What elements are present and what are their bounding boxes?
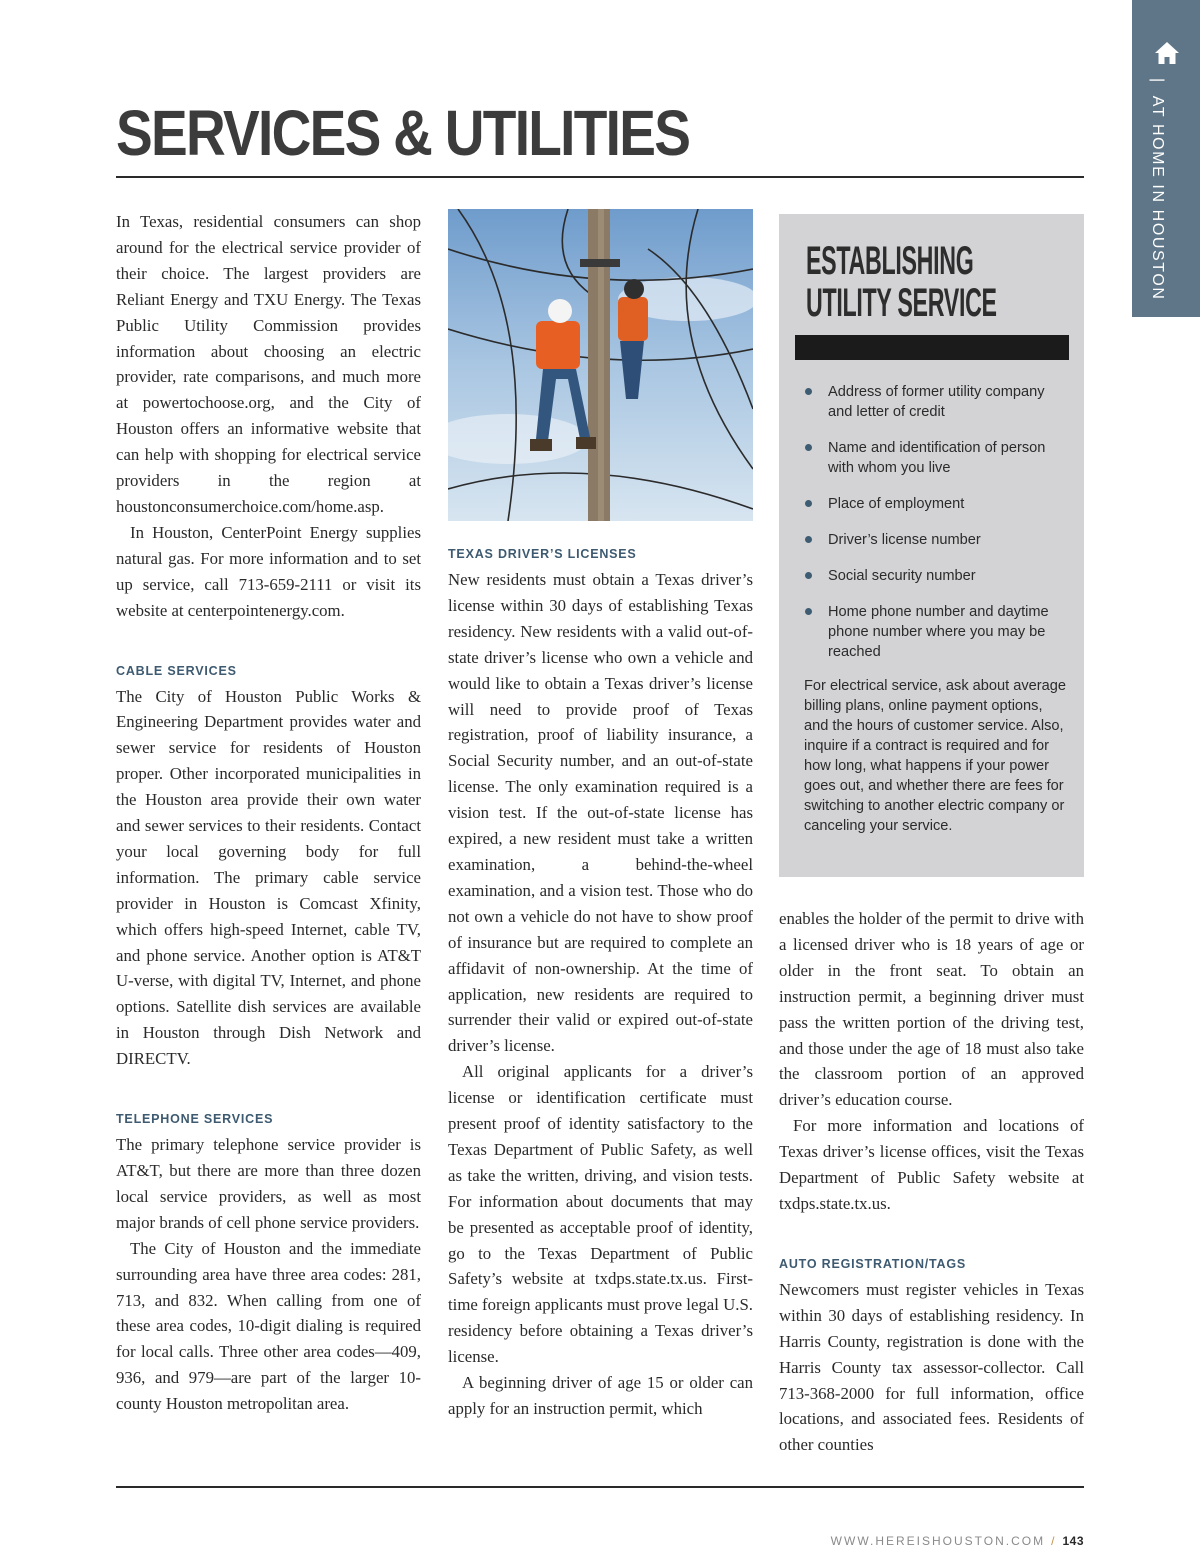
auto-registration-heading: AUTO REGISTRATION/TAGS	[779, 1256, 967, 1271]
list-item: Social security number	[803, 566, 1063, 586]
bullet-icon	[805, 536, 812, 543]
list-item: Place of employment	[803, 494, 1063, 514]
dps-info-paragraph: For more information and locations of Texas driver’s license offices, visit the Texas Department of Public Safety website at txdps.state.tx.us.	[779, 1116, 1084, 1213]
list-item: Driver’s license number	[803, 530, 1063, 550]
page-number: 143	[1062, 1534, 1084, 1548]
utility-service-sidebar	[779, 214, 1084, 877]
sidebar-note: For electrical service, ask about average billing plans, online payment options, and the hours of customer service. Also, inquire if a contract is required and for how long, what happens if your power goes out, and whether there are fees for switching to another electric company or canceling your service.	[804, 678, 1066, 834]
drivers-license-paragraph-2: All original applicants for a driver’s license or identification certificate must present proof of identity satisfactory to the Texas Department of Public Safety, as well as take the written, driving, and vision tests. For information about documents that may be presented as acceptable proof of identity, go to the Texas Department of Public Safety’s website at txdps.state.tx.us. First-time foreign applicants must prove legal U.S. residency before obtaining a Texas driver’s license.	[448, 1062, 753, 1367]
sidebar-title: ESTABLISHING UTILITY SERVICE	[806, 239, 997, 325]
list-item: Home phone number and daytime phone number where you may be reached	[803, 602, 1063, 662]
cable-services-paragraph: The City of Houston Public Works & Engineering Department provides water and sewer service for residents of Houston proper. Other incorporated municipalities in the Houston area provide their own water and sewer services to their residents. Contact your local governing body for full information. The primary cable service provider in Houston is Comcast Xfinity, which offers high-speed Internet, cable TV, and phone service. Another option is AT&T U-verse, with digital TV, Internet, and phone options. Satellite dish services are available in Houston through Dish Network and DIRECTV.	[116, 686, 421, 1069]
cable-services-heading: CABLE SERVICES	[116, 663, 237, 678]
auto-registration-paragraph: Newcomers must register vehicles in Texas within 30 days of establishing residency. In Harris County, registration is done with the Harris County tax assessor-collector. Call 713-368-2000 for full information, office locations, and associated fees. Residents of other counties	[779, 1279, 1084, 1455]
home-icon[interactable]	[1154, 40, 1180, 66]
drivers-license-paragraph-1: New residents must obtain a Texas driver’s license within 30 days of establishing Texas residency. New residents with a valid out-of-state driver’s license who own a vehicle and would like to obtain a Texas driver’s license will need to provide proof of Texas registration, proof of liability insurance, a Social Security number, and an out-of-state license. The only examination required is a vision test. If the out-of-state license has expired, a new resident must take a written examination, a behind-the-wheel examination, and a vision test. Those who do not own a vehicle do not have to show proof of insurance but are required to complete an affidavit of non-ownership. At the time of application, new residents are required to surrender their valid or expired out-of-state driver’s license.	[448, 570, 753, 1056]
page-title: SERVICES & UTILITIES	[116, 97, 690, 169]
electric-intro-paragraph: In Texas, residential consumers can shop around for the electrical service provider of their choice. The largest providers are Reliant Energy and TXU Energy. The Texas Public Utility Commission provides information about choosing an electric provider, rate comparisons, and much more at powertochoose.org, and the City of Houston offers an informative website that can help with shopping for electrical service providers in the region at houstonconsumerchoice.com/home.asp.	[116, 212, 421, 516]
column-1	[116, 209, 421, 1417]
list-item: Address of former utility company and letter of credit	[803, 382, 1063, 422]
title-divider	[116, 176, 1084, 178]
bullet-icon	[805, 608, 812, 615]
page-footer	[831, 1534, 1084, 1548]
drivers-license-paragraph-3: A beginning driver of age 15 or older can apply for an instruction permit, which	[448, 1373, 753, 1418]
lineman-photo	[448, 209, 753, 521]
footer-divider	[116, 1486, 1084, 1488]
column-2	[448, 546, 753, 1422]
section-label: |AT HOME IN HOUSTON	[1149, 78, 1166, 301]
required-documents-list	[803, 382, 1063, 678]
permit-paragraph: enables the holder of the permit to drive with a licensed driver who is 18 years of age or older in the front seat. To obtain an instruction permit, a beginning driver must pass the written portion of the driving test, and those under the age of 18 must also take the classroom portion of an approved driver’s education course.	[779, 909, 1084, 1110]
bullet-icon	[805, 572, 812, 579]
list-item: Name and identification of person with whom you live	[803, 438, 1063, 478]
drivers-licenses-heading: TEXAS DRIVER’S LICENSES	[448, 547, 637, 561]
gas-paragraph: In Houston, CenterPoint Energy supplies natural gas. For more information and to set up service, call 713-659-2111 or visit its website at centerpointenergy.com.	[116, 522, 421, 620]
telephone-services-heading: TELEPHONE SERVICES	[116, 1112, 274, 1127]
website-link[interactable]: WWW.HEREISHOUSTON.COM	[830, 1534, 1046, 1548]
column-3	[779, 906, 1084, 1458]
sidebar-title-bar	[795, 335, 1069, 360]
footer-separator: /	[1051, 1534, 1057, 1548]
bullet-icon	[805, 444, 812, 451]
bullet-icon	[805, 388, 812, 395]
section-tab	[1132, 0, 1200, 317]
telephone-paragraph-2: The City of Houston and the immediate surrounding area have three area codes: 281, 713, and 832. When calling from one of these area codes, 10-digit dialing is required for local calls. Three other area codes—409, 936, and 979—are part of the larger 10-county Houston metropolitan area.	[116, 1238, 421, 1414]
telephone-paragraph-1: The primary telephone service provider is AT&T, but there are more than three dozen local service providers, as well as most major brands of cell phone service providers.	[116, 1135, 421, 1232]
bullet-icon	[805, 500, 812, 507]
